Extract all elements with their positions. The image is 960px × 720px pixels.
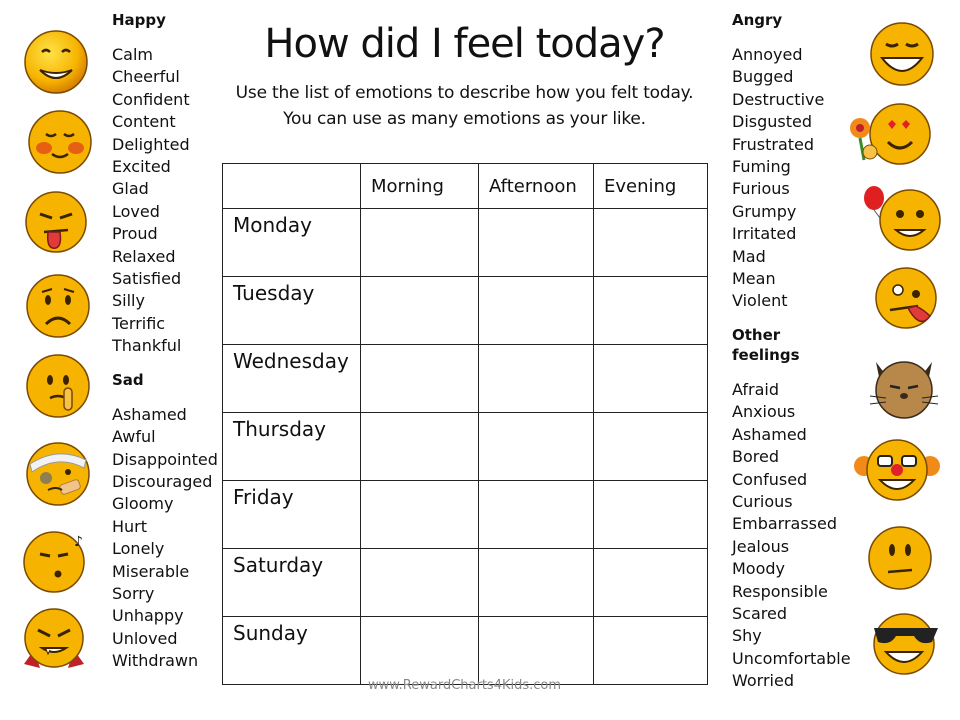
sad-emotion-item: Hurt [112,516,148,536]
feeling-entry-cell[interactable] [479,277,594,345]
angry-emotion-item: Disgusted [732,112,813,132]
sad-emotion-item: Gloomy [112,494,174,514]
feeling-entry-cell[interactable] [361,549,479,617]
column-header: Morning [361,164,479,209]
happy-emotion-item: Terrific [112,313,166,333]
table-row [223,413,708,481]
grimace-emoji-icon [22,28,90,96]
feeling-entry-cell[interactable] [361,481,479,549]
feeling-entry-cell[interactable] [479,345,594,413]
other-emotion-item: Jealous [732,536,790,556]
feeling-entry-cell[interactable] [479,617,594,685]
shush-emoji-icon [24,352,92,420]
happy-heading: Happy [112,11,166,29]
day-label: Friday [223,481,361,549]
sad-emotion-item: Disappointed [112,449,218,469]
sad-emotion-item: Lonely [112,539,165,559]
happy-emotion-item: Confident [112,89,190,109]
other-emotion-item: Curious [732,491,793,511]
feeling-entry-cell[interactable] [594,413,708,481]
feeling-entry-cell[interactable] [594,277,708,345]
heart-eyes-flower-emoji-icon [844,100,934,168]
day-label: Tuesday [223,277,361,345]
other-emotion-item: Responsible [732,581,828,601]
sad-emotion-item: Withdrawn [112,651,199,671]
feeling-entry-cell[interactable] [594,481,708,549]
other-emotion-item: Uncomfortable [732,648,851,668]
whistling-emoji-icon [22,526,90,594]
column-header: Afternoon [479,164,594,209]
vampire-emoji-icon [20,606,88,674]
table-row [223,345,708,413]
bandaged-emoji-icon [24,440,92,508]
silly-tongue-emoji-icon [872,266,940,334]
other-emotion-item: Anxious [732,402,796,422]
page-title: How did I feel today? [264,21,665,67]
happy-list [112,44,222,358]
feeling-entry-cell[interactable] [361,345,479,413]
angry-emotion-item: Mad [732,246,766,266]
table-row [223,277,708,345]
blushing-emoji-icon [26,108,94,176]
sad-emotion-item: Unhappy [112,606,184,626]
feeling-entry-cell[interactable] [594,345,708,413]
day-label: Thursday [223,413,361,481]
happy-emotion-item: Silly [112,291,145,311]
balloon-emoji-icon [862,184,942,252]
feeling-entry-cell[interactable] [594,549,708,617]
sad-emoji-icon [24,272,92,340]
angry-emotion-item: Bugged [732,67,794,87]
angry-emotion-item: Fuming [732,157,791,177]
feelings-table [222,163,708,685]
angry-heading: Angry [732,11,783,29]
corner-cell [223,164,361,209]
feeling-entry-cell[interactable] [594,209,708,277]
feeling-entry-cell[interactable] [479,209,594,277]
angry-list [732,44,852,313]
other-emotion-item: Afraid [732,379,779,399]
sad-emotion-item: Ashamed [112,404,187,424]
angry-emotion-item: Annoyed [732,45,803,64]
angry-emotion-item: Mean [732,269,776,289]
clown-emoji-icon [852,436,942,504]
other-emotion-item: Shy [732,626,762,646]
feeling-entry-cell[interactable] [479,413,594,481]
grinning-emoji-icon [868,20,936,88]
other-feelings-list [732,379,852,693]
tongue-out-emoji-icon [22,190,90,258]
worried-emoji-icon [866,524,934,592]
happy-emotion-item: Proud [112,224,158,244]
table-row [223,617,708,685]
feeling-entry-cell[interactable] [479,481,594,549]
happy-emotion-item: Thankful [112,336,182,356]
day-label: Monday [223,209,361,277]
sad-list [112,404,222,673]
happy-emotion-item: Delighted [112,134,190,154]
column-header: Evening [594,164,708,209]
day-label: Sunday [223,617,361,685]
svg-text:♪: ♪ [74,534,83,550]
sad-emotion-item: Discouraged [112,471,213,491]
sunglasses-emoji-icon [866,608,946,676]
angry-emotion-item: Frustrated [732,134,815,154]
happy-emotion-item: Cheerful [112,67,180,87]
other-emotion-item: Bored [732,447,779,467]
other-emotion-item: Confused [732,469,808,489]
sad-emotion-item: Miserable [112,561,190,581]
angry-emotion-item: Destructive [732,89,825,109]
happy-emotion-item: Excited [112,157,171,177]
table-row [223,209,708,277]
feeling-entry-cell[interactable] [361,209,479,277]
feeling-entry-cell[interactable] [479,549,594,617]
feeling-entry-cell[interactable] [361,413,479,481]
feeling-entry-cell[interactable] [594,617,708,685]
happy-emotion-item: Glad [112,179,149,199]
sad-emotion-item: Awful [112,427,156,447]
day-label: Wednesday [223,345,361,413]
happy-emotion-item: Calm [112,45,154,64]
instructions [222,80,707,132]
angry-emotion-item: Grumpy [732,201,797,221]
other-emotion-item: Moody [732,559,786,579]
instructions-line-1: Use the list of emotions to describe how you felt today. [235,83,694,103]
angry-emotion-item: Furious [732,179,790,199]
cat-emoji-icon [866,352,942,420]
other-emotion-item: Ashamed [732,424,807,444]
emotions-right-column [732,10,852,693]
angry-emotion-item: Irritated [732,224,797,244]
emotions-left-column [112,10,222,673]
other-emotion-item: Worried [732,671,794,691]
other-emotion-item: Scared [732,603,787,623]
angry-emotion-item: Violent [732,291,788,311]
sad-emotion-item: Unloved [112,628,178,648]
table-row [223,481,708,549]
footer-url: www.RewardCharts4Kids.com [367,678,562,693]
day-label: Saturday [223,549,361,617]
happy-emotion-item: Satisfied [112,269,182,289]
happy-emotion-item: Loved [112,201,160,221]
feeling-entry-cell[interactable] [361,617,479,685]
sad-emotion-item: Sorry [112,583,155,603]
happy-emotion-item: Relaxed [112,246,176,266]
sad-heading: Sad [112,370,144,389]
table-header-row [223,164,708,209]
table-row [223,549,708,617]
instructions-line-2: You can use as many emotions as your like. [283,109,646,129]
happy-emotion-item: Content [112,112,176,132]
other-feelings-heading: Other feelings [732,325,800,364]
other-emotion-item: Embarrassed [732,514,838,534]
feeling-entry-cell[interactable] [361,277,479,345]
